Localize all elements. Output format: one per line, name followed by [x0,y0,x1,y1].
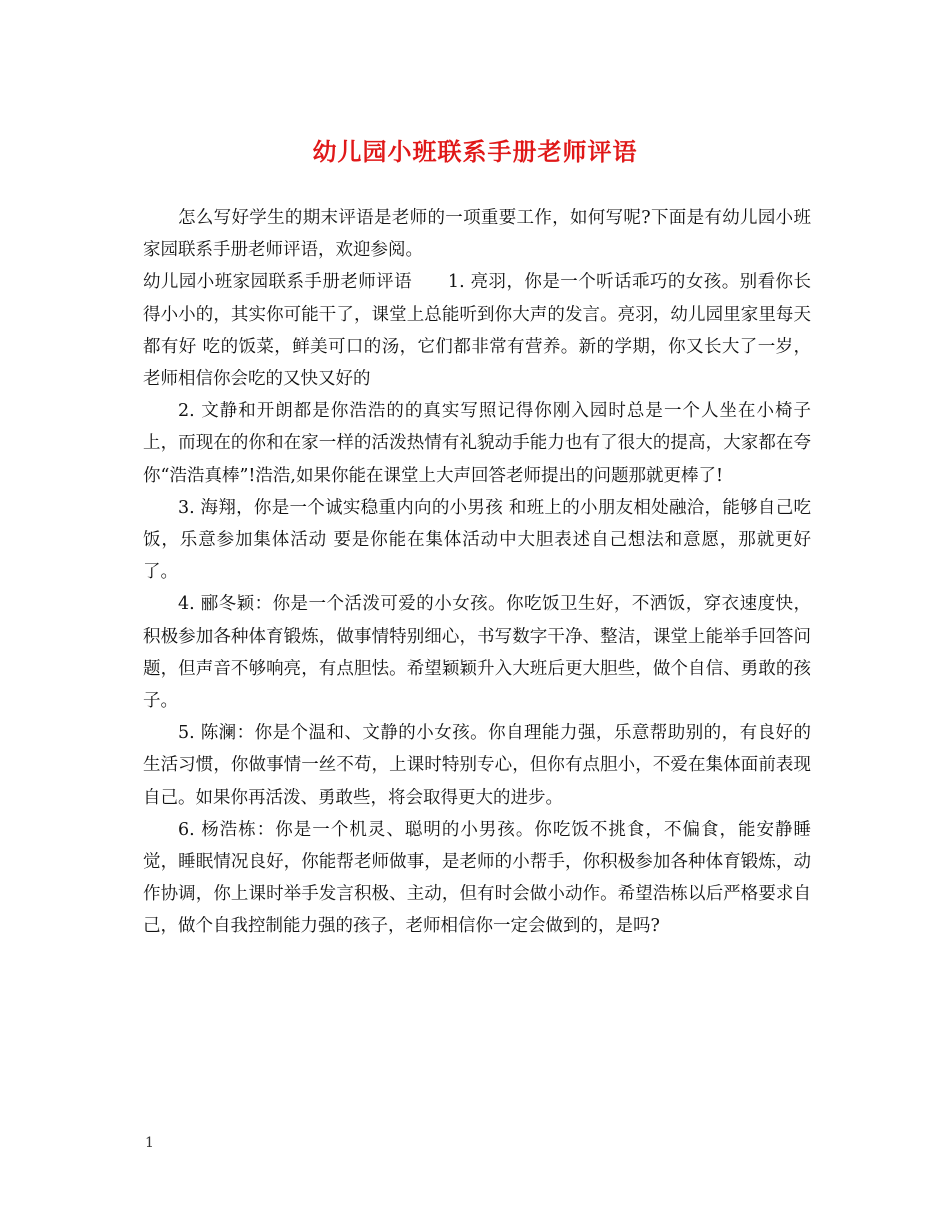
comment-paragraph-6: 6. 杨浩栋：你是一个机灵、聪明的小男孩。你吃饭不挑食，不偏食，能安静睡觉，睡眠情况良好，你能帮老师做事，是老师的小帮手，你积极参加各种体育锻炼，动作协调，你上课时举手发言积极、主动，但有时会做小动作。希望浩栋以后严格要求自己，做个自我控制能力强的孩子，老师相信你一定会做到的，是吗? [143,819,811,937]
intro-paragraph: 怎么写好学生的期末评语是老师的一项重要工作，如何写呢?下面是有幼儿园小班家园联系手册老师评语，欢迎参阅。 [143,208,811,261]
comment-paragraph-2: 2. 文静和开朗都是你浩浩的的真实写照记得你刚入园时总是一个人坐在小椅子上，而现在的你和在家一样的活泼热情有礼貌动手能力也有了很大的提高，大家都在夸你“浩浩真棒”!浩浩,如果你能在课堂上大声回答老师提出的问题那就更棒了! [143,401,811,486]
document-body [143,202,811,943]
comment-paragraph-4: 4. 郦冬颖：你是一个活泼可爱的小女孩。你吃饭卫生好，不洒饭，穿衣速度快，积极参加各种体育锻炼，做事情特别细心，书写数字干净、整洁，课堂上能举手回答问题，但声音不够响亮，有点胆怯。希望颖颖升入大班后更大胆些，做个自信、勇敢的孩子。 [143,594,811,712]
comment-paragraph-1: 幼儿园小班家园联系手册老师评语 1. 亮羽，你是一个听话乖巧的女孩。别看你长得小小的，其实你可能干了，课堂上总能听到你大声的发言。亮羽，幼儿园里家里每天都有好 吃的饭菜，鲜美可口的汤，它们都非常有营养。新的学期，你又长大了一岁，老师相信你会吃的又快又好的 [143,272,811,390]
comment-paragraph-5: 5. 陈澜：你是个温和、文静的小女孩。你自理能力强，乐意帮助别的，有良好的生活习惯，你做事情一丝不苟，上课时特别专心，但你有点胆小，不爱在集体面前表现自己。如果你再活泼、勇敢些，将会取得更大的进步。 [143,723,811,808]
comment-paragraph-3: 3. 海翔，你是一个诚实稳重内向的小男孩 和班上的小朋友相处融洽，能够自己吃饭，乐意参加集体活动 要是你能在集体活动中大胆表述自己想法和意愿，那就更好了。 [143,497,811,583]
page-number: 1 [145,1135,154,1151]
page-title: 幼儿园小班联系手册老师评语 [312,137,638,166]
